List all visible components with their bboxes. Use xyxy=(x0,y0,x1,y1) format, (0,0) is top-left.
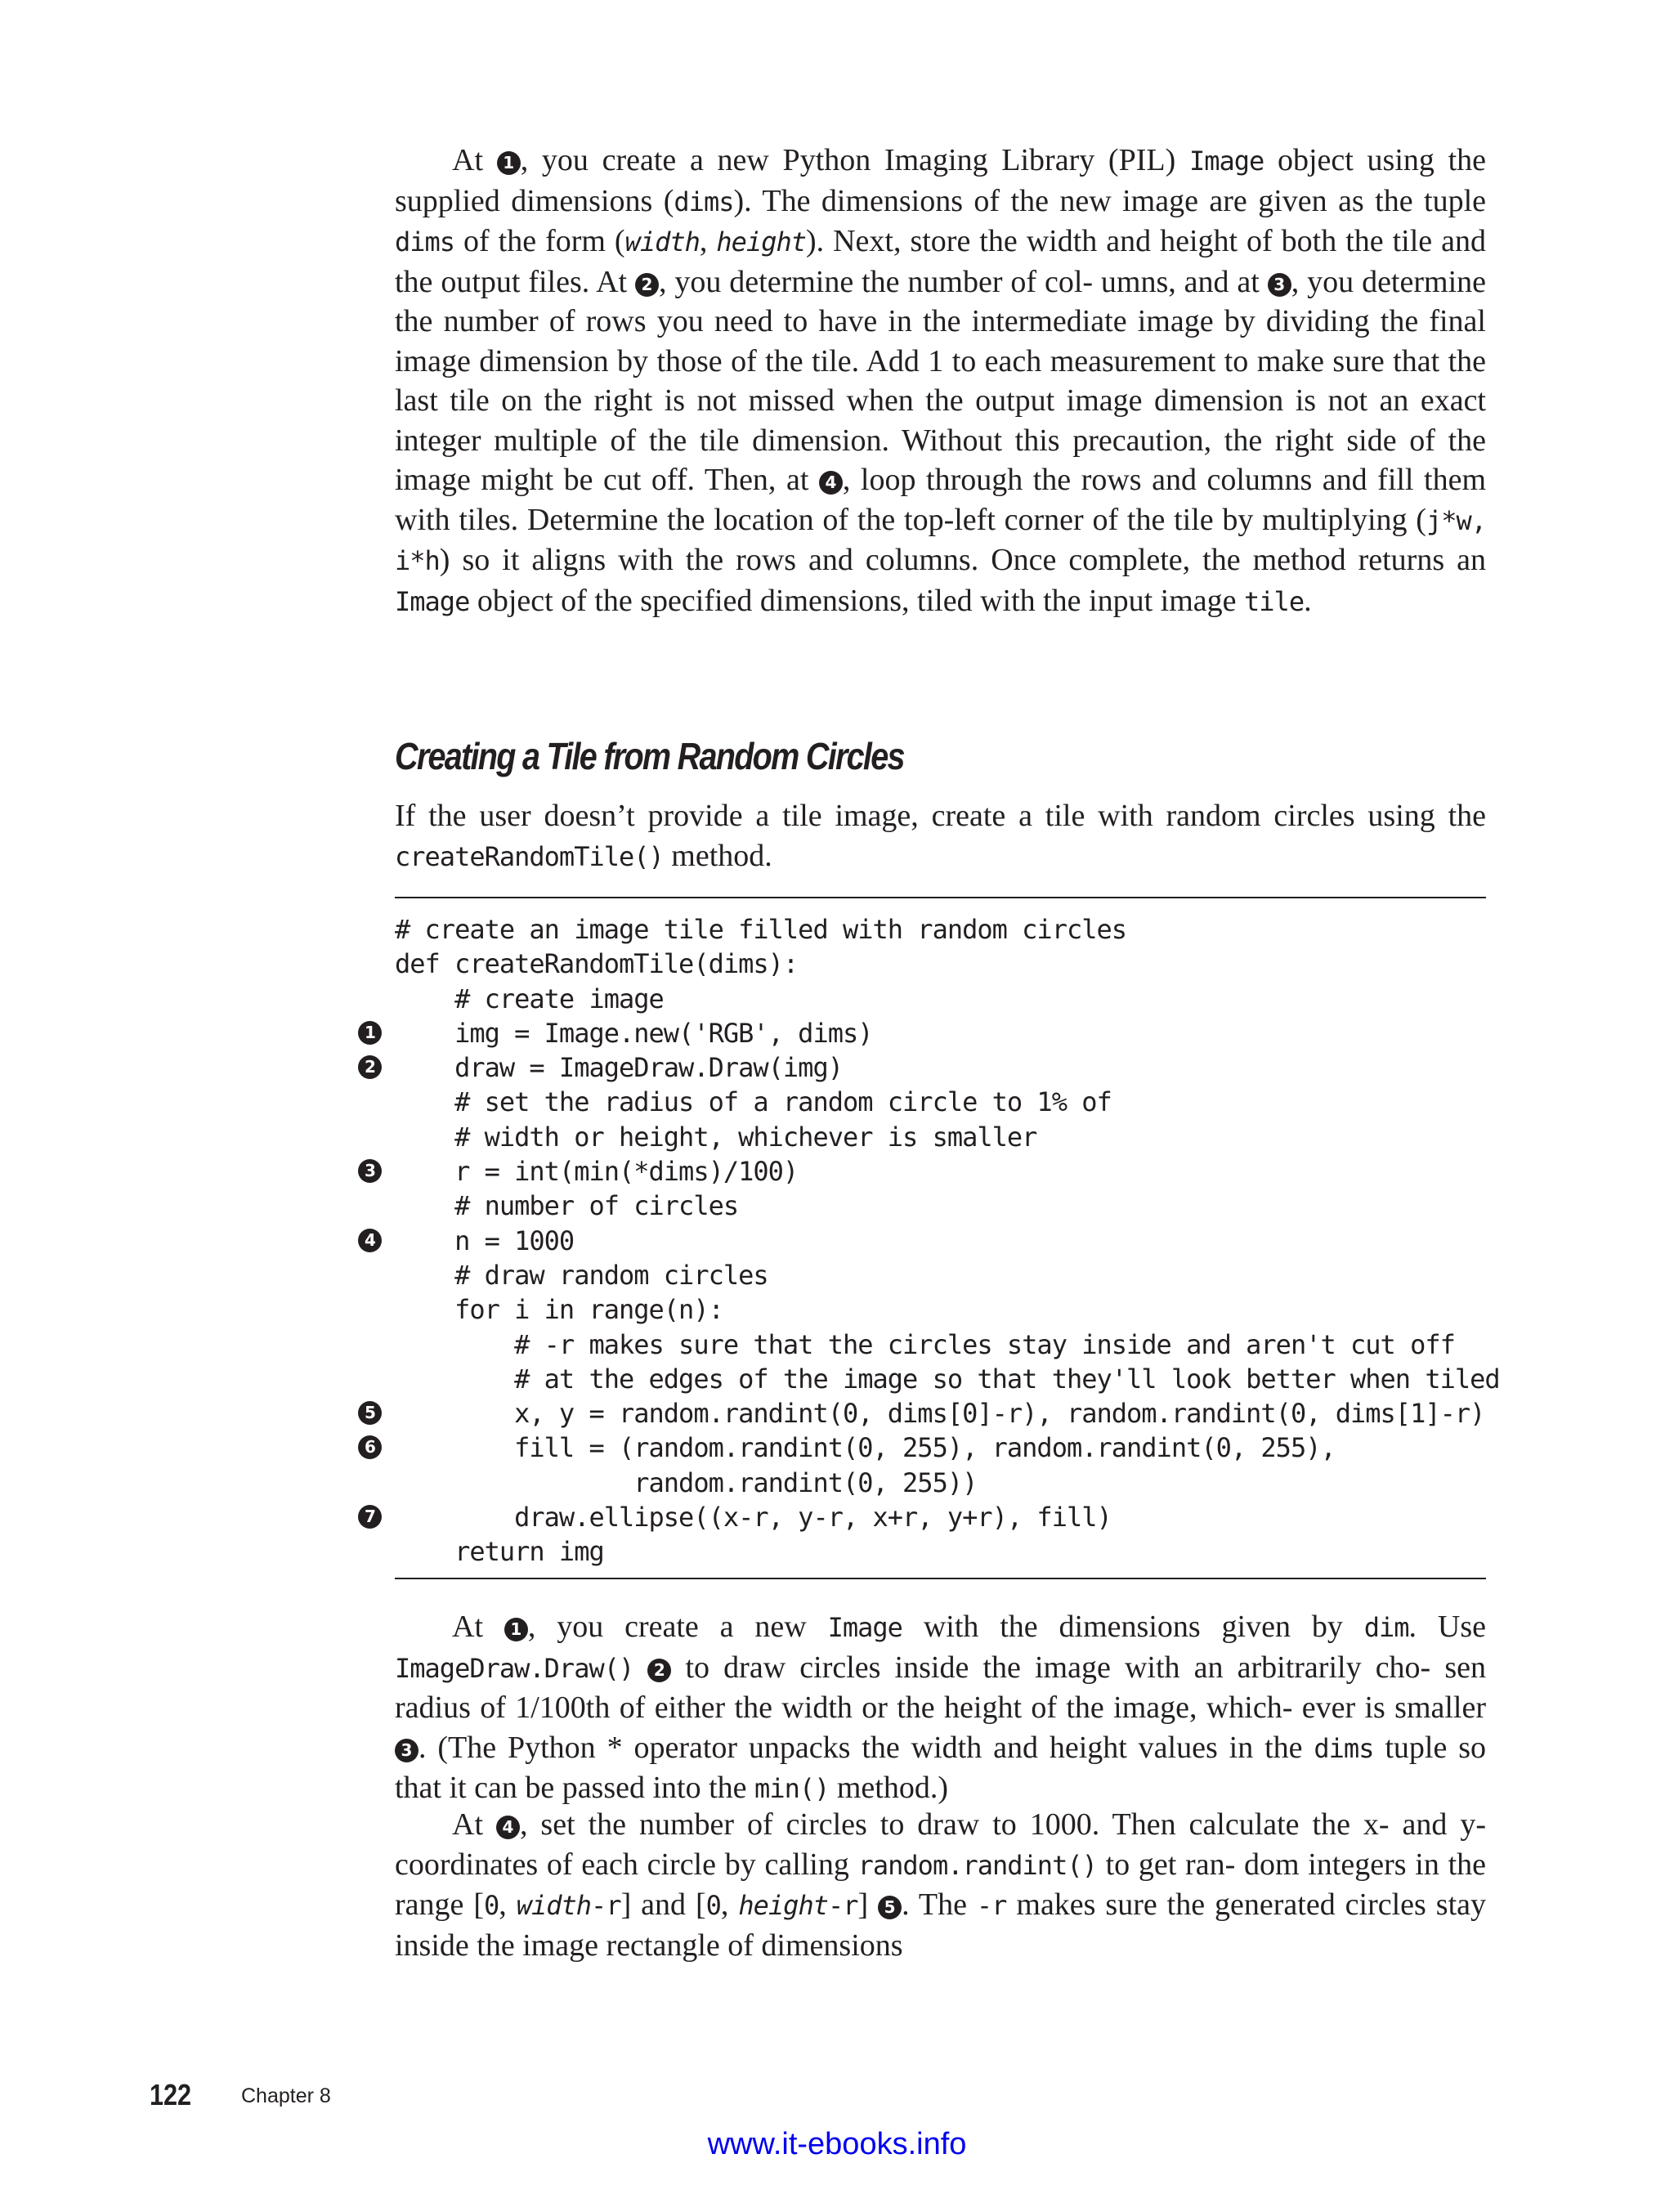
code-line: # create image xyxy=(395,983,664,1014)
code-line: # draw random circles xyxy=(395,1259,768,1291)
code-line: return img xyxy=(395,1536,604,1568)
watermark-url[interactable]: www.it-ebooks.info xyxy=(707,2127,967,2161)
callout-1-icon: 1 xyxy=(497,151,521,175)
code-top-rule xyxy=(395,897,1486,898)
inline-code: min() xyxy=(754,1773,830,1804)
inline-code-italic: height xyxy=(716,226,806,257)
code-line: # create an image tile filled with random circles xyxy=(395,914,1127,945)
callout-4-icon: 4 xyxy=(496,1816,520,1839)
inline-code-italic: width xyxy=(516,1890,592,1921)
code-line: 5 x, y = random.randint(0, dims[0]-r), random.randint(0, dims[1]-r) xyxy=(395,1396,1500,1431)
code-bottom-rule xyxy=(395,1578,1486,1579)
code-marker-2-icon: 2 xyxy=(358,1055,382,1079)
code-marker-1-icon: 1 xyxy=(358,1021,382,1045)
inline-code: 0 xyxy=(705,1890,721,1921)
page-number: 122 xyxy=(150,2078,192,2111)
code-line: 4 n = 1000 xyxy=(395,1224,1500,1258)
callout-1-icon: 1 xyxy=(504,1618,528,1641)
callout-2-icon: 2 xyxy=(635,273,659,297)
inline-code: dims xyxy=(674,186,734,217)
code-line: def createRandomTile(dims): xyxy=(395,948,799,980)
code-line: 1 img = Image.new('RGB', dims) xyxy=(395,1016,1500,1050)
code-line: # width or height, whichever is smaller xyxy=(395,1121,1037,1153)
code-line: # at the edges of the image so that they'll look better when tiled xyxy=(395,1363,1500,1395)
callout-5-icon: 5 xyxy=(878,1896,902,1919)
inline-code: dims xyxy=(1314,1732,1374,1764)
callout-3-icon: 3 xyxy=(395,1739,418,1762)
code-line: random.randint(0, 255)) xyxy=(395,1466,978,1498)
inline-code: -r xyxy=(591,1890,621,1921)
code-line: 6 fill = (random.randint(0, 255), random.randint(0, 255), xyxy=(395,1431,1500,1465)
callout-3-icon: 3 xyxy=(1268,273,1291,297)
code-line: 2 draw = ImageDraw.Draw(img) xyxy=(395,1050,1500,1085)
code-line: 3 r = int(min(*dims)/100) xyxy=(395,1154,1500,1189)
code-marker-6-icon: 6 xyxy=(358,1435,382,1459)
code-line: # set the radius of a random circle to 1% of xyxy=(395,1086,1112,1118)
inline-code: -r xyxy=(976,1890,1007,1921)
code-listing xyxy=(365,912,1500,1569)
section-intro-paragraph: If the user doesn’t provide a tile image, create a tile with random circles using the createRandomTile() method. xyxy=(395,799,1486,873)
code-line: 7 draw.ellipse((x-r, y-r, x+r, y+r), fill) xyxy=(395,1500,1500,1534)
inline-code: random.randint() xyxy=(857,1849,1097,1881)
inline-code: 0 xyxy=(484,1890,499,1921)
explanation-paragraph-1: At 1 , you create a new Image with the dimensions given by dim. Use ImageDraw.Draw() 2 to draw circles inside the image with an arbitrarily cho- sen radius of 1/100th of either the width or the height of the image, which- ever is smaller 3 . (The Python * operator unpacks the width and height values in the dims tuple so that it can be passed into the min() method.) xyxy=(395,1610,1486,1805)
code-marker-5-icon: 5 xyxy=(358,1401,382,1425)
callout-4-icon: 4 xyxy=(819,471,843,495)
inline-code: dim xyxy=(1363,1612,1409,1643)
explanation-paragraph-2: At 4 , set the number of circles to draw to 1000. Then calculate the x- and y-coordinates of each circle by calling random.randint() to get ran- dom integers in the range [0, width-r] and [0, height-r] 5 . The -r makes sure the generated circles stay inside the image rectangle of dimensions xyxy=(395,1807,1486,1963)
code-marker-4-icon: 4 xyxy=(358,1229,382,1252)
callout-2-icon: 2 xyxy=(647,1659,671,1682)
code-line: # number of circles xyxy=(395,1190,739,1222)
inline-code: createRandomTile() xyxy=(395,840,664,872)
code-line: # -r makes sure that the circles stay inside and aren't cut off xyxy=(395,1328,1455,1360)
code-marker-3-icon: 3 xyxy=(358,1159,382,1183)
code-marker-7-icon: 7 xyxy=(358,1505,382,1529)
code-line: for i in range(n): xyxy=(395,1294,723,1326)
inline-code-italic: height xyxy=(738,1890,828,1921)
inline-code: ImageDraw.Draw() xyxy=(395,1652,634,1684)
inline-code: Image xyxy=(1188,146,1264,177)
section-heading: Creating a Tile from Random Circles xyxy=(395,735,904,777)
inline-code-italic: width xyxy=(624,226,700,257)
inline-code: Image xyxy=(395,585,470,617)
inline-code: dims xyxy=(395,226,455,257)
inline-code: j*w, i*h xyxy=(395,504,1486,576)
intro-paragraph: At 1 , you create a new Python Imaging Library (PIL) Image object using the supplied dimensions (dims). The dimensions of the new image are given as the tuple dims of the form (width, height). Next, store the width and height of both the tile and the output files. At 2 , you determine the number of col- umns, and at 3 , you determine the number of rows you need to have in the intermediate image by dividing the final image dimension by those of the tile. Add 1 to each measurement to make sure that the last tile on the right is not missed when the output image dimension is not an exact integer multiple of the tile dimension. Without this precaution, the right side of the image might be cut off. Then, at 4 , loop through the rows and columns and fill them with tiles. Determine the location of the top-left corner of the tile by multiplying (j*w, i*h) so it aligns with the rows and columns. Once complete, the method returns an Image object of the specified dimensions, tiled with the input image tile. xyxy=(395,143,1487,618)
chapter-label: Chapter 8 xyxy=(241,2084,331,2107)
inline-code: -r xyxy=(827,1890,858,1921)
inline-code: tile xyxy=(1244,585,1305,617)
inline-code: Image xyxy=(827,1612,902,1643)
